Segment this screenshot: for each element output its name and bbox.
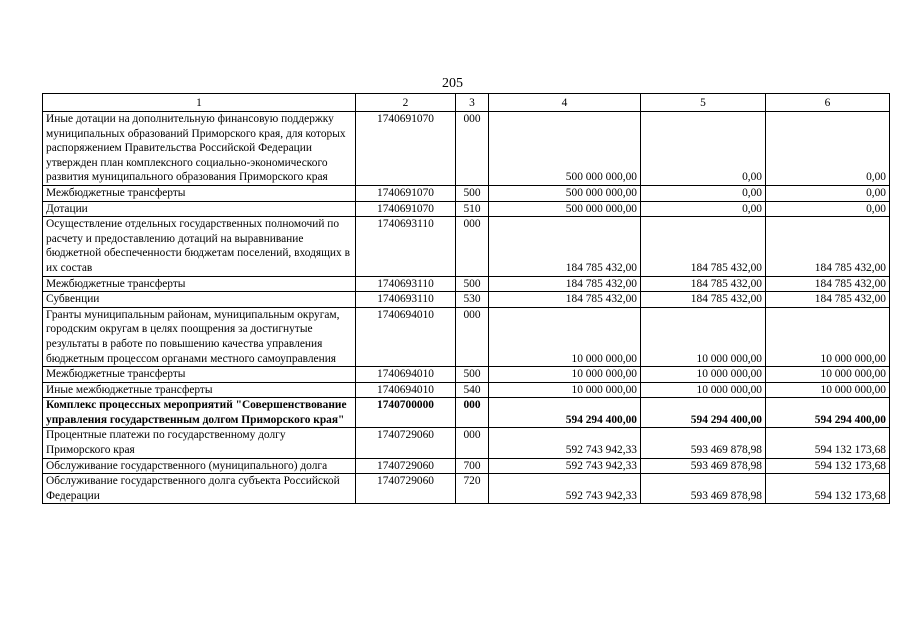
table-row — [43, 367, 890, 383]
row-value-col6: 594 132 173,68 — [766, 428, 890, 458]
row-value-col5: 0,00 — [641, 201, 766, 217]
row-value-col5: 594 294 400,00 — [641, 398, 766, 428]
row-value-col6: 184 785 432,00 — [766, 292, 890, 308]
table-body — [43, 112, 890, 504]
row-value-col6: 0,00 — [766, 185, 890, 201]
row-target-code: 1740729060 — [356, 428, 456, 458]
row-target-code: 1740700000 — [356, 398, 456, 428]
column-header-1: 1 — [43, 94, 356, 112]
table-row — [43, 398, 890, 428]
row-value-col4: 184 785 432,00 — [489, 292, 641, 308]
column-header-4: 4 — [489, 94, 641, 112]
row-value-col4: 592 743 942,33 — [489, 474, 641, 504]
row-value-col5: 593 469 878,98 — [641, 428, 766, 458]
row-value-col6: 0,00 — [766, 201, 890, 217]
row-value-col4: 500 000 000,00 — [489, 201, 641, 217]
table-row — [43, 112, 890, 186]
row-value-col6: 10 000 000,00 — [766, 307, 890, 366]
row-expense-type: 700 — [456, 458, 489, 474]
row-name: Обслуживание государственного (муниципального) долга — [43, 458, 356, 474]
row-expense-type: 500 — [456, 276, 489, 292]
table-row — [43, 458, 890, 474]
row-name: Иные межбюджетные трансферты — [43, 382, 356, 398]
table-row — [43, 276, 890, 292]
table-row — [43, 307, 890, 366]
row-expense-type: 000 — [456, 398, 489, 428]
table-row — [43, 382, 890, 398]
table-row — [43, 201, 890, 217]
row-target-code: 1740693110 — [356, 217, 456, 276]
row-value-col4: 592 743 942,33 — [489, 458, 641, 474]
row-value-col5: 184 785 432,00 — [641, 292, 766, 308]
row-value-col4: 500 000 000,00 — [489, 112, 641, 186]
row-value-col5: 10 000 000,00 — [641, 367, 766, 383]
row-name: Процентные платежи по государственному долгу Приморского края — [43, 428, 356, 458]
row-value-col4: 594 294 400,00 — [489, 398, 641, 428]
row-name: Гранты муниципальным районам, муниципальным округам, городским округам в целях поощрения за достигнутые результаты в работе по повышению качества управления бюджетным процессом органами местного самоуправления — [43, 307, 356, 366]
row-value-col5: 593 469 878,98 — [641, 458, 766, 474]
budget-table — [42, 93, 890, 504]
row-name: Осуществление отдельных государственных полномочий по расчету и предоставлению дотаций на выравнивание бюджетной обеспеченности бюджетам поселений, входящих в их состав — [43, 217, 356, 276]
row-expense-type: 000 — [456, 307, 489, 366]
row-value-col5: 0,00 — [641, 185, 766, 201]
row-expense-type: 720 — [456, 474, 489, 504]
row-expense-type: 000 — [456, 428, 489, 458]
row-value-col5: 184 785 432,00 — [641, 217, 766, 276]
row-value-col4: 10 000 000,00 — [489, 367, 641, 383]
row-target-code: 1740729060 — [356, 474, 456, 504]
row-name: Межбюджетные трансферты — [43, 185, 356, 201]
row-target-code: 1740694010 — [356, 367, 456, 383]
row-value-col6: 594 132 173,68 — [766, 458, 890, 474]
row-target-code: 1740691070 — [356, 185, 456, 201]
row-target-code: 1740691070 — [356, 112, 456, 186]
row-value-col5: 593 469 878,98 — [641, 474, 766, 504]
row-name: Субвенции — [43, 292, 356, 308]
row-expense-type: 000 — [456, 217, 489, 276]
row-name: Межбюджетные трансферты — [43, 276, 356, 292]
row-target-code: 1740694010 — [356, 307, 456, 366]
row-value-col5: 10 000 000,00 — [641, 307, 766, 366]
row-value-col4: 10 000 000,00 — [489, 382, 641, 398]
row-name: Комплекс процессных мероприятий "Совершенствование управления государственным долгом Приморского края" — [43, 398, 356, 428]
table-row — [43, 474, 890, 504]
row-expense-type: 510 — [456, 201, 489, 217]
row-value-col4: 592 743 942,33 — [489, 428, 641, 458]
row-target-code: 1740693110 — [356, 292, 456, 308]
table-row — [43, 292, 890, 308]
row-name: Обслуживание государственного долга субъекта Российской Федерации — [43, 474, 356, 504]
row-name: Дотации — [43, 201, 356, 217]
row-value-col4: 10 000 000,00 — [489, 307, 641, 366]
row-expense-type: 500 — [456, 367, 489, 383]
row-expense-type: 000 — [456, 112, 489, 186]
column-number-row — [43, 94, 890, 112]
row-expense-type: 500 — [456, 185, 489, 201]
row-value-col6: 594 132 173,68 — [766, 474, 890, 504]
row-expense-type: 530 — [456, 292, 489, 308]
row-value-col6: 0,00 — [766, 112, 890, 186]
column-header-3: 3 — [456, 94, 489, 112]
row-value-col4: 500 000 000,00 — [489, 185, 641, 201]
column-header-6: 6 — [766, 94, 890, 112]
row-value-col4: 184 785 432,00 — [489, 276, 641, 292]
row-expense-type: 540 — [456, 382, 489, 398]
row-value-col6: 594 294 400,00 — [766, 398, 890, 428]
column-header-2: 2 — [356, 94, 456, 112]
row-value-col5: 0,00 — [641, 112, 766, 186]
row-value-col4: 184 785 432,00 — [489, 217, 641, 276]
row-name: Межбюджетные трансферты — [43, 367, 356, 383]
row-target-code: 1740693110 — [356, 276, 456, 292]
row-value-col5: 184 785 432,00 — [641, 276, 766, 292]
row-target-code: 1740691070 — [356, 201, 456, 217]
row-value-col5: 10 000 000,00 — [641, 382, 766, 398]
row-target-code: 1740729060 — [356, 458, 456, 474]
page-number: 205 — [442, 76, 463, 91]
table-row — [43, 185, 890, 201]
row-value-col6: 184 785 432,00 — [766, 217, 890, 276]
row-value-col6: 184 785 432,00 — [766, 276, 890, 292]
column-header-5: 5 — [641, 94, 766, 112]
row-value-col6: 10 000 000,00 — [766, 382, 890, 398]
row-name: Иные дотации на дополнительную финансовую поддержку муниципальных образований Приморского края, для которых распоряжением Правительства Российской Федерации утвержден план комплексного социально-экономического развития муниципального образования Приморского края — [43, 112, 356, 186]
row-value-col6: 10 000 000,00 — [766, 367, 890, 383]
table-row — [43, 217, 890, 276]
table-row — [43, 428, 890, 458]
row-target-code: 1740694010 — [356, 382, 456, 398]
